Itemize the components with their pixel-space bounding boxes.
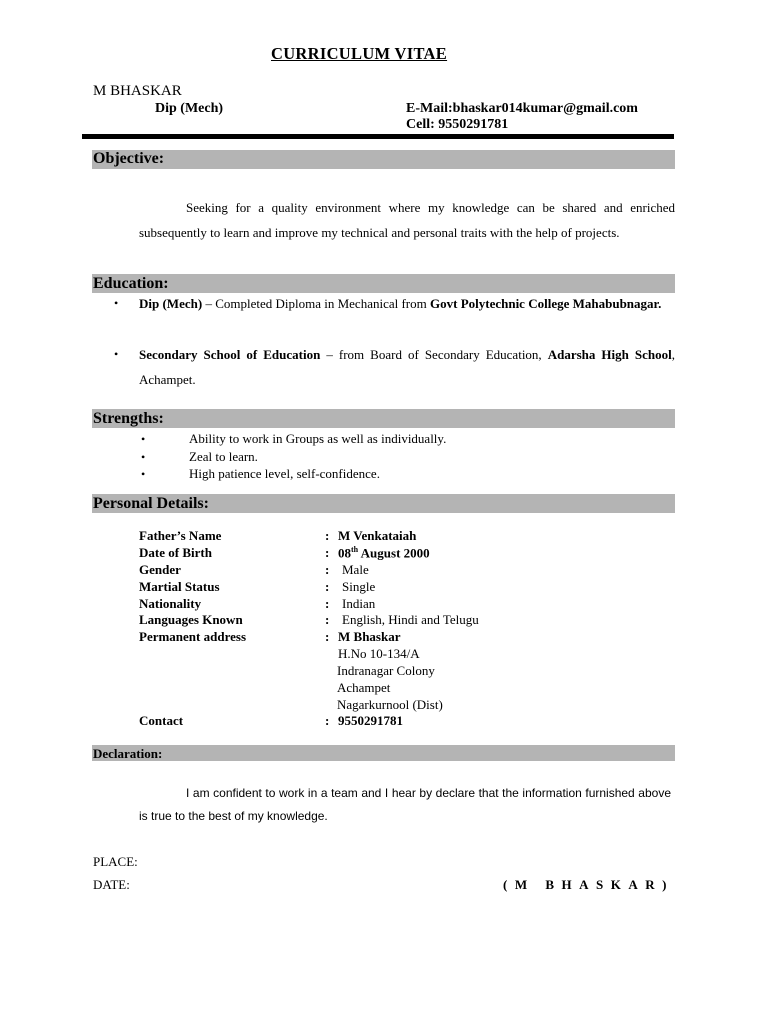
education-desc: – from Board of Secondary Education, [320,347,548,362]
objective-body: Seeking for a quality environment where my knowledge can be shared and enriched subsequently to learn and improve my technical and personal traits with the help of projects. [139,200,675,240]
strengths-band [92,409,675,428]
dob-month-year: August 2000 [358,545,430,561]
pd-value: Single [342,579,376,594]
education-desc: – Completed Diploma in Mechanical from [202,296,430,311]
education-institution: Govt Polytechnic College Mahabubnagar. [430,296,662,311]
strength-item: Zeal to learn. [189,449,258,464]
education-item [139,342,675,392]
education-institution: Adarsha High School [547,347,672,362]
pd-value [338,545,430,561]
candidate-qualification: Dip (Mech) [155,101,224,116]
pd-value: Indian [342,596,376,611]
pd-label: Martial Status [139,579,220,594]
pd-value: M Venkataiah [338,528,417,543]
pd-colon: : [325,562,330,577]
pd-colon: : [325,528,330,543]
dob-suffix: th [351,545,359,554]
pd-colon: : [325,629,330,644]
declaration-body: I am confident to work in a team and I hear by declare that the information furnished above is true to the best of my knowledge. [139,786,671,823]
declaration-text [139,782,671,828]
signature-name: (M BHASKAR) [503,877,674,892]
bullet-icon: • [141,467,146,481]
pd-colon: : [325,596,330,611]
candidate-name: M BHASKAR [93,83,182,99]
bullet-icon: • [114,296,119,310]
objective-band [92,150,675,169]
contact-cell: Cell: 9550291781 [406,117,509,132]
personal-band [92,494,675,513]
pd-label: Contact [139,713,184,728]
pd-label: Gender [139,562,181,577]
education-heading: Education: [93,275,169,292]
pd-value: Male [342,562,369,577]
strength-item: High patience level, self-confidence. [189,466,380,481]
date-label: DATE: [93,877,130,892]
education-item [139,291,675,316]
address-line: Achampet [337,680,391,695]
education-tail: , Achampet. [139,347,675,387]
dob-day: 08 [338,545,351,561]
pd-label: Father’s Name [139,528,222,543]
education-degree: Dip (Mech) [139,296,203,311]
address-line: Nagarkurnool (Dist) [337,697,443,712]
objective-text [139,195,675,245]
pd-label: Languages Known [139,612,243,627]
strengths-heading: Strengths: [93,410,164,427]
objective-heading: Objective: [93,150,165,167]
address-line: H.No 10-134/A [338,646,420,661]
pd-colon: : [325,612,330,627]
pd-colon: : [325,545,330,560]
pd-colon: : [325,713,330,728]
contact-email: E-Mail:bhaskar014kumar@gmail.com [406,101,638,116]
place-label: PLACE: [93,854,138,869]
header-divider [82,134,674,139]
bullet-icon: • [114,347,119,361]
address-line: Indranagar Colony [337,663,435,678]
pd-value: M Bhaskar [338,629,401,644]
pd-value: English, Hindi and Telugu [342,612,479,627]
pd-label: Nationality [139,596,202,611]
pd-value: 9550291781 [338,713,403,728]
pd-label: Date of Birth [139,545,212,560]
declaration-heading: Declaration: [93,746,163,761]
education-degree: Secondary School of Education [139,347,321,362]
pd-label: Permanent address [139,629,247,644]
page-title: CURRICULUM VITAE [271,44,448,63]
declaration-band [92,745,675,761]
bullet-icon: • [141,432,146,446]
personal-heading: Personal Details: [93,495,209,512]
pd-colon: : [325,579,330,594]
bullet-icon: • [141,450,146,464]
strength-item: Ability to work in Groups as well as individually. [189,431,447,446]
